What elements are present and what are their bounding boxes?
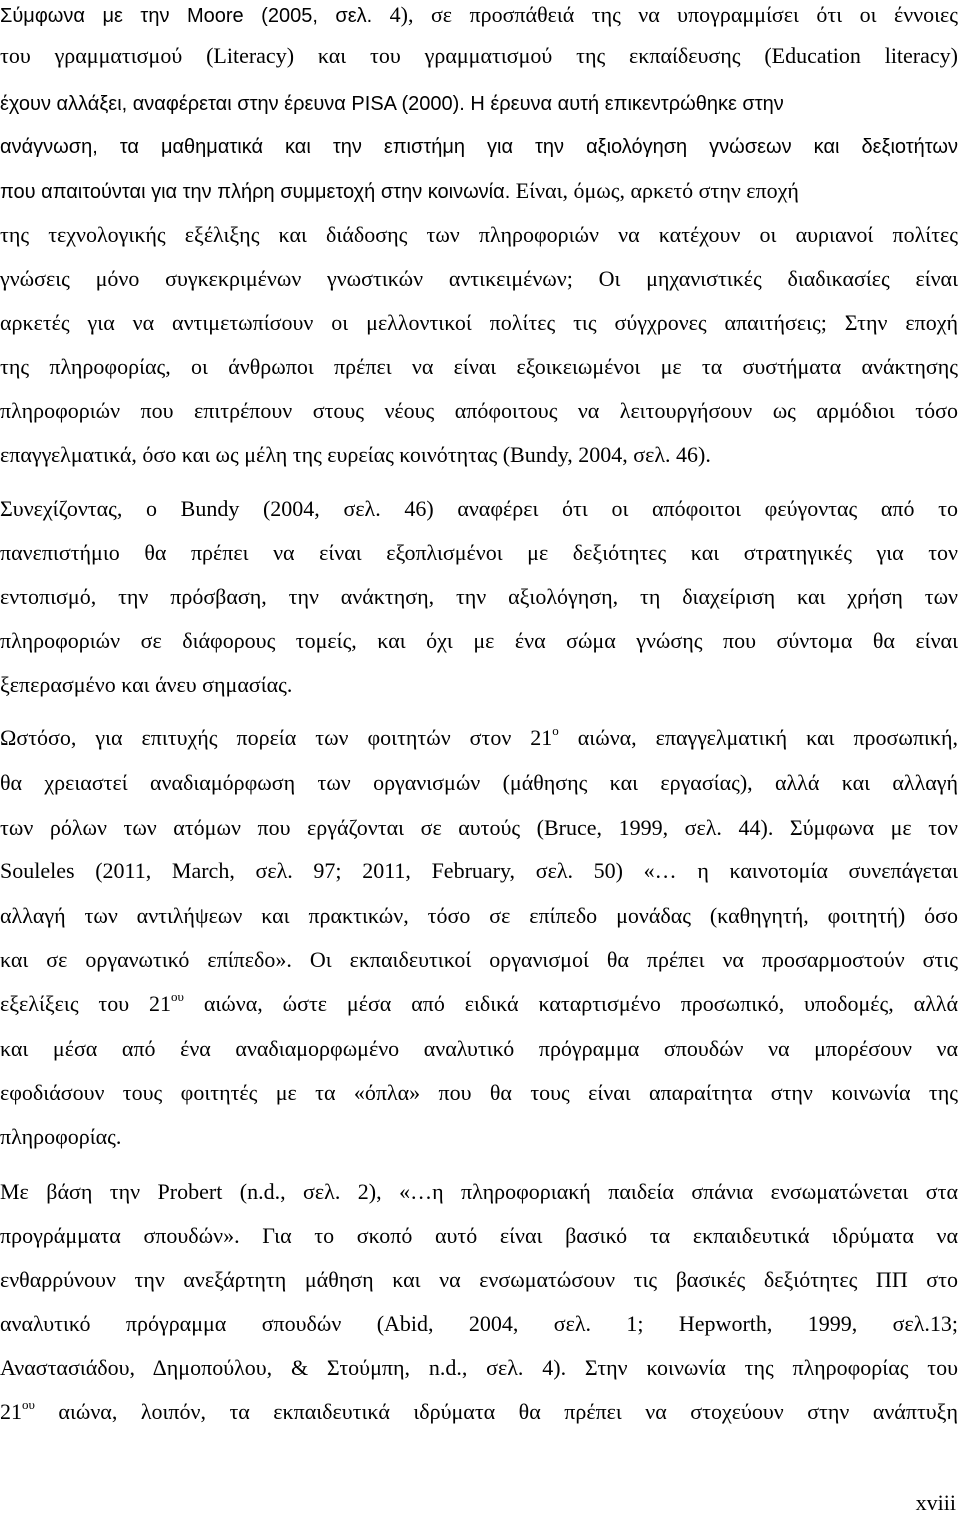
text-line: αρκετές για να αντιμετωπίσουν οι μελλοντικοί πολίτες τις σύγχρονες απαιτήσεις; Στην εποχή [0, 310, 958, 335]
text-line: του γραμματισμού (Literacy) και του γραμματισμού της εκπαίδευσης (Education literacy) [0, 43, 958, 68]
page-number: xviii [915, 1490, 956, 1515]
text-line: γνώσεις μόνο συγκεκριμένων γνωστικών αντικειμένων; Οι μηχανιστικές διαδικασίες είναι [0, 266, 958, 291]
text-line: και σε οργανωτικό επίπεδο». Οι εκπαιδευτικοί οργανισμοί θα πρέπει να προσαρμοστούν στις [0, 947, 958, 972]
text-line: Souleles (2011, March, σελ. 97; 2011, February, σελ. 50) «… η καινοτομία συνεπάγεται [0, 858, 958, 883]
text-line [0, 2, 958, 29]
text-line [0, 178, 958, 205]
text-line [0, 1396, 958, 1425]
text-line: θα χρειαστεί αναδιαμόρφωση των οργανισμών (μάθησης και εργασίας), αλλά και αλλαγή [0, 770, 958, 795]
text-line [0, 722, 958, 751]
text-run: Είναι, όμως, αρκετό στην εποχή [510, 178, 799, 203]
text-line: ενθαρρύνουν την ανεξάρτητη μάθηση και να ενσωματώσουν τις βασικές δεξιότητες ΠΠ στο [0, 1267, 958, 1292]
text-run: 21 [0, 1399, 22, 1424]
text-run: Ωστόσο, για επιτυχής πορεία των φοιτητών στον 21 [0, 725, 553, 750]
text-line: πληροφορίας. [0, 1124, 122, 1149]
superscript: ου [22, 1396, 35, 1412]
text-line: εφοδιάσουν τους φοιτητές με τα «όπλα» που θα τους είναι απαραίτητα στην κοινωνία της [0, 1080, 958, 1105]
text-line: ανάγνωση, τα μαθηματικά και την επιστήμη για την αξιολόγηση γνώσεων και δεξιοτήτων [0, 136, 958, 158]
text-run: αιώνα, ώστε μέσα από ειδικά καταρτισμένο προσωπικό, υποδομές, αλλά [183, 991, 958, 1016]
text-run: αιώνα, επαγγελματική και προσωπική, [558, 725, 958, 750]
text-run: που απαιτούνται για την πλήρη συμμετοχή στην κοινωνία. [0, 181, 511, 203]
text-run: εξελίξεις του 21 [0, 991, 172, 1016]
text-run: έχουν αλλάξει, αναφέρεται στην έρευνα PISA (2000). [0, 93, 465, 115]
text-line: επαγγελματικά, όσο και ως μέλη της ευρείας κοινότητας (Bundy, 2004, σελ. 46). [0, 442, 711, 467]
superscript: ου [171, 988, 184, 1004]
text-line: Συνεχίζοντας, ο Bundy (2004, σελ. 46) αναφέρει ότι οι απόφοιτοι φεύγοντας από το [0, 496, 958, 521]
text-line: εντοπισμό, την πρόσβαση, την ανάκτηση, την αξιολόγηση, τη διαχείριση και χρήση των [0, 584, 958, 609]
text-run: αιώνα, λοιπόν, τα εκπαιδευτικά ιδρύματα θα πρέπει να στοχεύουν στην ανάπτυξη [34, 1399, 958, 1424]
text-line: Αναστασιάδου, Δημοπούλου, & Στούμπη, n.d., σελ. 4). Στην κοινωνία της πληροφορίας του [0, 1355, 958, 1380]
text-line: ξεπερασμένο και άνευ σημασίας. [0, 672, 293, 697]
text-line [0, 988, 958, 1017]
superscript: ο [552, 722, 559, 738]
text-line: προγράμματα σπουδών». Για το σκοπό αυτό είναι βασικό τα εκπαιδευτικά ιδρύματα να [0, 1223, 958, 1248]
text-run: Σύμφωνα με την Moore (2005, σελ. [0, 5, 373, 27]
text-line: και μέσα από ένα αναδιαμορφωμένο αναλυτικό πρόγραμμα σπουδών να μπορέσουν να [0, 1036, 958, 1061]
text-run: Η έρευνα αυτή επικεντρώθηκε στην [464, 93, 784, 115]
text-line: πανεπιστήμιο θα πρέπει να είναι εξοπλισμένοι με δεξιότητες και στρατηγικές για τον [0, 540, 958, 565]
text-line: πληροφοριών που επιτρέπουν στους νέους απόφοιτους να λειτουργήσουν ως αρμόδιοι τόσο [0, 398, 958, 423]
text-line: αλλαγή των αντιλήψεων και πρακτικών, τόσο σε επίπεδο μονάδας (καθηγητή, φοιτητή) όσο [0, 903, 958, 928]
text-line [0, 90, 958, 117]
text-line: αναλυτικό πρόγραμμα σπουδών (Abid, 2004, σελ. 1; Hepworth, 1999, σελ.13; [0, 1311, 958, 1336]
text-line: της πληροφορίας, οι άνθρωποι πρέπει να είναι εξοικειωμένοι με τα συστήματα ανάκτησης [0, 354, 958, 379]
text-line: Με βάση την Probert (n.d., σελ. 2), «…η πληροφοριακή παιδεία σπάνια ενσωματώνεται στα [0, 1179, 958, 1204]
text-line: της τεχνολογικής εξέλιξης και διάδοσης των πληροφοριών να κατέχουν οι αυριανοί πολίτες [0, 222, 958, 247]
text-run: 4), σε προσπάθειά της να υπογραμμίσει ότι οι έννοιες [372, 2, 958, 27]
text-line: πληροφοριών σε διάφορους τομείς, και όχι με ένα σώμα γνώσης που σύντομα θα είναι [0, 628, 958, 653]
text-line: των ρόλων των ατόμων που εργάζονται σε αυτούς (Bruce, 1999, σελ. 44). Σύμφωνα με τον [0, 815, 958, 840]
